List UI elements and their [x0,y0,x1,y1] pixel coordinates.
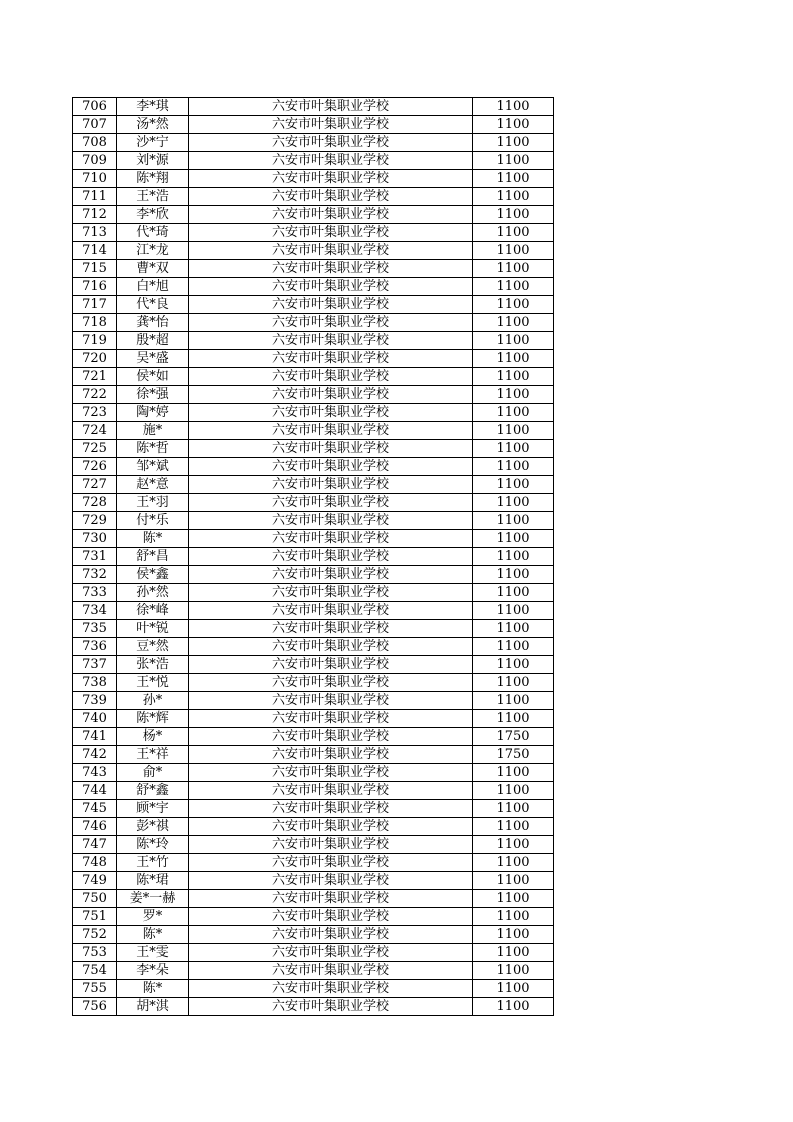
table-row [73,926,554,944]
school-name-cell: 六安市叶集职业学校 [189,440,473,458]
row-number-cell: 719 [73,332,117,350]
student-name-cell: 俞* [117,764,189,782]
amount-cell: 1100 [473,962,554,980]
table-row [73,152,554,170]
amount-cell: 1100 [473,512,554,530]
amount-cell: 1100 [473,476,554,494]
table-row [73,368,554,386]
amount-cell: 1100 [473,944,554,962]
row-number-cell: 713 [73,224,117,242]
school-name-cell: 六安市叶集职业学校 [189,296,473,314]
row-number-cell: 735 [73,620,117,638]
row-number-cell: 753 [73,944,117,962]
amount-cell: 1750 [473,746,554,764]
school-name-cell: 六安市叶集职业学校 [189,674,473,692]
amount-cell: 1100 [473,620,554,638]
table-row [73,206,554,224]
table-row [73,170,554,188]
row-number-cell: 728 [73,494,117,512]
table-row [73,890,554,908]
row-number-cell: 754 [73,962,117,980]
school-name-cell: 六安市叶集职业学校 [189,764,473,782]
amount-cell: 1100 [473,674,554,692]
school-name-cell: 六安市叶集职业学校 [189,800,473,818]
amount-cell: 1750 [473,728,554,746]
school-name-cell: 六安市叶集职业学校 [189,278,473,296]
row-number-cell: 751 [73,908,117,926]
student-name-cell: 陈* [117,980,189,998]
row-number-cell: 749 [73,872,117,890]
row-number-cell: 732 [73,566,117,584]
row-number-cell: 707 [73,116,117,134]
amount-cell: 1100 [473,494,554,512]
student-name-cell: 付*乐 [117,512,189,530]
school-name-cell: 六安市叶集职业学校 [189,404,473,422]
amount-cell: 1100 [473,98,554,116]
row-number-cell: 748 [73,854,117,872]
row-number-cell: 717 [73,296,117,314]
table-row [73,332,554,350]
school-name-cell: 六安市叶集职业学校 [189,314,473,332]
school-name-cell: 六安市叶集职业学校 [189,908,473,926]
table-row [73,350,554,368]
school-name-cell: 六安市叶集职业学校 [189,818,473,836]
school-name-cell: 六安市叶集职业学校 [189,944,473,962]
row-number-cell: 722 [73,386,117,404]
student-name-cell: 杨* [117,728,189,746]
amount-cell: 1100 [473,692,554,710]
table-row [73,224,554,242]
school-name-cell: 六安市叶集职业学校 [189,548,473,566]
amount-cell: 1100 [473,818,554,836]
student-name-cell: 侯*如 [117,368,189,386]
school-name-cell: 六安市叶集职业学校 [189,242,473,260]
school-name-cell: 六安市叶集职业学校 [189,566,473,584]
school-name-cell: 六安市叶集职业学校 [189,260,473,278]
school-name-cell: 六安市叶集职业学校 [189,206,473,224]
amount-cell: 1100 [473,260,554,278]
school-name-cell: 六安市叶集职业学校 [189,890,473,908]
amount-cell: 1100 [473,458,554,476]
table-row [73,764,554,782]
school-name-cell: 六安市叶集职业学校 [189,980,473,998]
amount-cell: 1100 [473,116,554,134]
student-name-cell: 王*悦 [117,674,189,692]
amount-cell: 1100 [473,278,554,296]
row-number-cell: 714 [73,242,117,260]
row-number-cell: 721 [73,368,117,386]
school-name-cell: 六安市叶集职业学校 [189,116,473,134]
amount-cell: 1100 [473,224,554,242]
row-number-cell: 726 [73,458,117,476]
amount-cell: 1100 [473,782,554,800]
row-number-cell: 755 [73,980,117,998]
student-name-cell: 沙*宁 [117,134,189,152]
table-row [73,134,554,152]
student-name-cell: 殷*超 [117,332,189,350]
row-number-cell: 750 [73,890,117,908]
table-row [73,854,554,872]
row-number-cell: 730 [73,530,117,548]
school-name-cell: 六安市叶集职业学校 [189,368,473,386]
row-number-cell: 723 [73,404,117,422]
amount-cell: 1100 [473,980,554,998]
student-name-cell: 施* [117,422,189,440]
table-row [73,98,554,116]
row-number-cell: 743 [73,764,117,782]
student-name-cell: 江*龙 [117,242,189,260]
school-name-cell: 六安市叶集职业学校 [189,134,473,152]
student-name-cell: 陈*翔 [117,170,189,188]
table-row [73,746,554,764]
school-name-cell: 六安市叶集职业学校 [189,620,473,638]
school-name-cell: 六安市叶集职业学校 [189,584,473,602]
school-name-cell: 六安市叶集职业学校 [189,836,473,854]
table-row [73,494,554,512]
school-name-cell: 六安市叶集职业学校 [189,386,473,404]
table-row [73,440,554,458]
amount-cell: 1100 [473,908,554,926]
amount-cell: 1100 [473,206,554,224]
amount-cell: 1100 [473,656,554,674]
row-number-cell: 752 [73,926,117,944]
student-name-cell: 顾*宇 [117,800,189,818]
student-name-cell: 龚*怡 [117,314,189,332]
amount-cell: 1100 [473,368,554,386]
school-name-cell: 六安市叶集职业学校 [189,458,473,476]
school-name-cell: 六安市叶集职业学校 [189,692,473,710]
school-name-cell: 六安市叶集职业学校 [189,872,473,890]
school-name-cell: 六安市叶集职业学校 [189,512,473,530]
table-row [73,962,554,980]
student-name-cell: 陈* [117,926,189,944]
student-name-cell: 孙*然 [117,584,189,602]
student-name-cell: 徐*强 [117,386,189,404]
row-number-cell: 734 [73,602,117,620]
amount-cell: 1100 [473,530,554,548]
school-name-cell: 六安市叶集职业学校 [189,494,473,512]
school-name-cell: 六安市叶集职业学校 [189,530,473,548]
student-name-cell: 罗* [117,908,189,926]
amount-cell: 1100 [473,872,554,890]
student-name-cell: 彭*祺 [117,818,189,836]
table-row [73,296,554,314]
amount-cell: 1100 [473,332,554,350]
student-name-cell: 刘*源 [117,152,189,170]
amount-cell: 1100 [473,584,554,602]
table-row [73,566,554,584]
table-row [73,638,554,656]
student-name-cell: 王*羽 [117,494,189,512]
amount-cell: 1100 [473,314,554,332]
table-row [73,422,554,440]
student-name-cell: 陈*玲 [117,836,189,854]
row-number-cell: 724 [73,422,117,440]
student-name-cell: 汤*然 [117,116,189,134]
row-number-cell: 718 [73,314,117,332]
table-row [73,728,554,746]
school-name-cell: 六安市叶集职业学校 [189,188,473,206]
table-row [73,314,554,332]
school-name-cell: 六安市叶集职业学校 [189,746,473,764]
student-name-cell: 侯*鑫 [117,566,189,584]
amount-cell: 1100 [473,800,554,818]
school-name-cell: 六安市叶集职业学校 [189,710,473,728]
table-row [73,674,554,692]
row-number-cell: 742 [73,746,117,764]
student-name-cell: 陈* [117,530,189,548]
student-name-cell: 代*琦 [117,224,189,242]
student-name-cell: 陶*婷 [117,404,189,422]
amount-cell: 1100 [473,440,554,458]
amount-cell: 1100 [473,170,554,188]
school-name-cell: 六安市叶集职业学校 [189,332,473,350]
school-name-cell: 六安市叶集职业学校 [189,962,473,980]
table-row [73,872,554,890]
table-row [73,620,554,638]
row-number-cell: 715 [73,260,117,278]
amount-cell: 1100 [473,350,554,368]
table-row [73,512,554,530]
school-name-cell: 六安市叶集职业学校 [189,170,473,188]
school-name-cell: 六安市叶集职业学校 [189,152,473,170]
student-name-cell: 赵*意 [117,476,189,494]
student-name-cell: 叶*锐 [117,620,189,638]
school-name-cell: 六安市叶集职业学校 [189,224,473,242]
amount-cell: 1100 [473,836,554,854]
row-number-cell: 747 [73,836,117,854]
table-row [73,584,554,602]
table-row [73,386,554,404]
row-number-cell: 725 [73,440,117,458]
school-name-cell: 六安市叶集职业学校 [189,998,473,1016]
amount-cell: 1100 [473,638,554,656]
row-number-cell: 727 [73,476,117,494]
school-name-cell: 六安市叶集职业学校 [189,638,473,656]
row-number-cell: 711 [73,188,117,206]
student-name-cell: 王*祥 [117,746,189,764]
row-number-cell: 737 [73,656,117,674]
student-name-cell: 李*欣 [117,206,189,224]
table-row [73,656,554,674]
subsidy-table [72,97,554,1016]
amount-cell: 1100 [473,998,554,1016]
row-number-cell: 709 [73,152,117,170]
table-row [73,458,554,476]
table-row [73,404,554,422]
row-number-cell: 739 [73,692,117,710]
table-body [73,98,554,1016]
school-name-cell: 六安市叶集职业学校 [189,350,473,368]
table-row [73,476,554,494]
table-row [73,782,554,800]
student-name-cell: 王*雯 [117,944,189,962]
amount-cell: 1100 [473,296,554,314]
student-name-cell: 李*朵 [117,962,189,980]
student-name-cell: 曹*双 [117,260,189,278]
amount-cell: 1100 [473,386,554,404]
school-name-cell: 六安市叶集职业学校 [189,854,473,872]
row-number-cell: 738 [73,674,117,692]
row-number-cell: 731 [73,548,117,566]
table-row [73,836,554,854]
row-number-cell: 741 [73,728,117,746]
row-number-cell: 745 [73,800,117,818]
row-number-cell: 729 [73,512,117,530]
amount-cell: 1100 [473,242,554,260]
row-number-cell: 716 [73,278,117,296]
student-name-cell: 李*琪 [117,98,189,116]
table-row [73,278,554,296]
table-row [73,980,554,998]
student-name-cell: 舒*昌 [117,548,189,566]
amount-cell: 1100 [473,602,554,620]
student-name-cell: 邹*斌 [117,458,189,476]
table-row [73,188,554,206]
school-name-cell: 六安市叶集职业学校 [189,782,473,800]
school-name-cell: 六安市叶集职业学校 [189,98,473,116]
amount-cell: 1100 [473,134,554,152]
row-number-cell: 708 [73,134,117,152]
student-name-cell: 王*竹 [117,854,189,872]
student-name-cell: 孙* [117,692,189,710]
school-name-cell: 六安市叶集职业学校 [189,728,473,746]
amount-cell: 1100 [473,548,554,566]
school-name-cell: 六安市叶集职业学校 [189,926,473,944]
table-row [73,800,554,818]
student-name-cell: 陈*哲 [117,440,189,458]
table-row [73,908,554,926]
amount-cell: 1100 [473,404,554,422]
student-name-cell: 张*浩 [117,656,189,674]
row-number-cell: 736 [73,638,117,656]
student-name-cell: 徐*峰 [117,602,189,620]
amount-cell: 1100 [473,710,554,728]
row-number-cell: 733 [73,584,117,602]
table-row [73,710,554,728]
row-number-cell: 712 [73,206,117,224]
row-number-cell: 756 [73,998,117,1016]
school-name-cell: 六安市叶集职业学校 [189,422,473,440]
table-row [73,998,554,1016]
table-row [73,944,554,962]
amount-cell: 1100 [473,854,554,872]
student-name-cell: 陈*辉 [117,710,189,728]
school-name-cell: 六安市叶集职业学校 [189,602,473,620]
student-name-cell: 姜*一赫 [117,890,189,908]
table-row [73,692,554,710]
amount-cell: 1100 [473,890,554,908]
table-row [73,116,554,134]
row-number-cell: 706 [73,98,117,116]
school-name-cell: 六安市叶集职业学校 [189,476,473,494]
student-name-cell: 胡*淇 [117,998,189,1016]
student-name-cell: 白*旭 [117,278,189,296]
student-name-cell: 吴*盛 [117,350,189,368]
table-row [73,260,554,278]
student-name-cell: 王*浩 [117,188,189,206]
row-number-cell: 710 [73,170,117,188]
row-number-cell: 720 [73,350,117,368]
student-name-cell: 豆*然 [117,638,189,656]
student-name-cell: 舒*鑫 [117,782,189,800]
table-row [73,242,554,260]
table-row [73,548,554,566]
amount-cell: 1100 [473,188,554,206]
student-name-cell: 代*良 [117,296,189,314]
row-number-cell: 740 [73,710,117,728]
row-number-cell: 744 [73,782,117,800]
school-name-cell: 六安市叶集职业学校 [189,656,473,674]
amount-cell: 1100 [473,566,554,584]
student-name-cell: 陈*珺 [117,872,189,890]
amount-cell: 1100 [473,764,554,782]
table-row [73,530,554,548]
amount-cell: 1100 [473,422,554,440]
amount-cell: 1100 [473,926,554,944]
row-number-cell: 746 [73,818,117,836]
table-row [73,818,554,836]
table-row [73,602,554,620]
amount-cell: 1100 [473,152,554,170]
